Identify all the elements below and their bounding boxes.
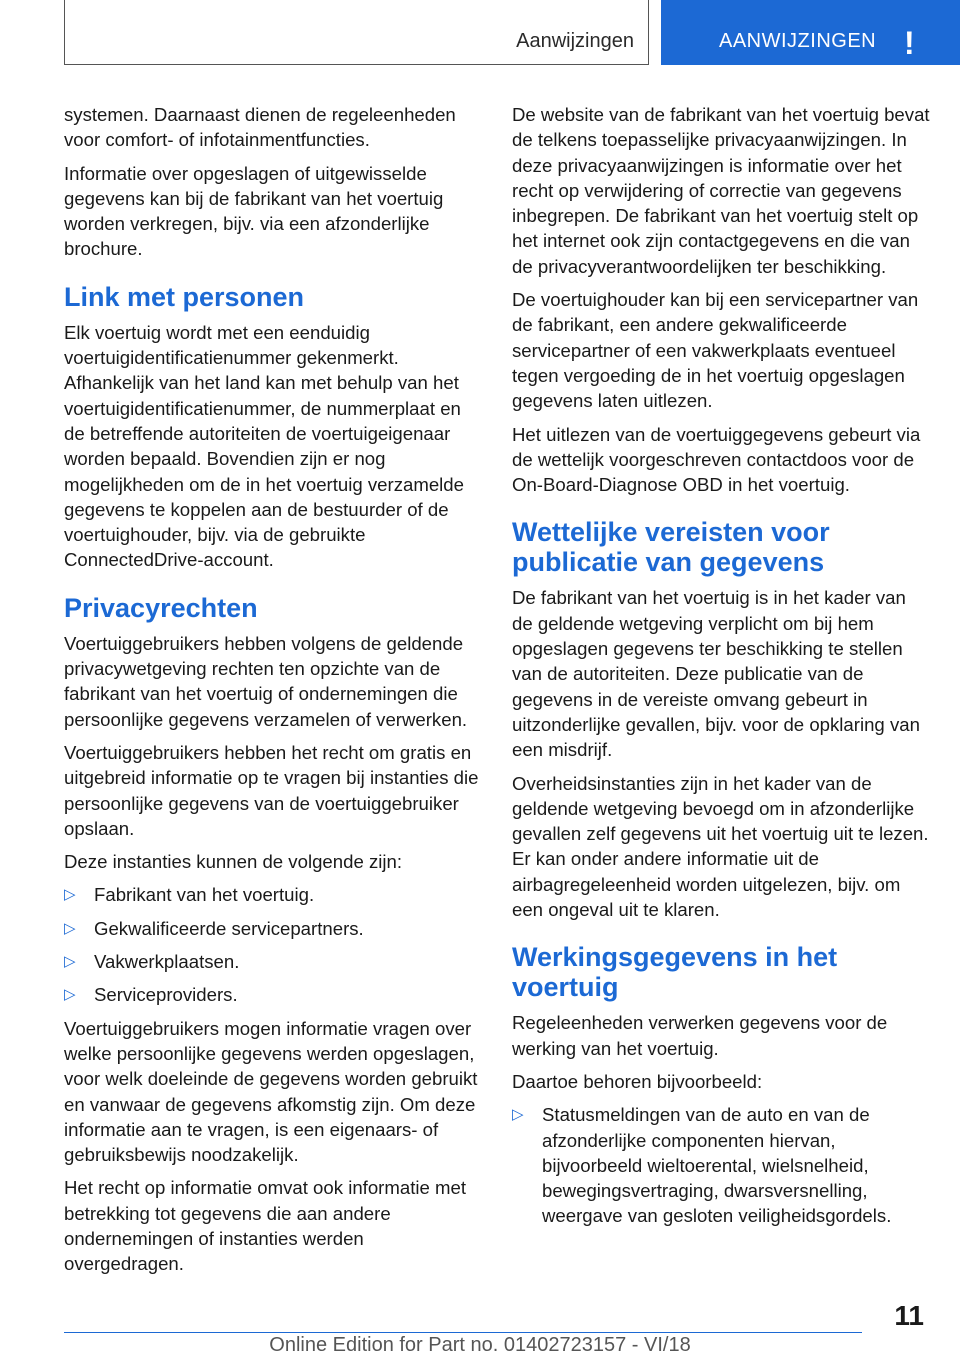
paragraph: Voertuiggebruikers mogen informatie vragen over welke persoonlijke gegevens werden opgeslagen, voor welk doeleinde de gegevens worden gebruikt en vanwaar de gegevens afkomstig zijn. Om deze informatie aan te vragen, is een eigenaars- of gebruiksbewijs noodzakelijk.: [64, 1017, 478, 1166]
bullet-triangle-icon: ▷: [64, 953, 76, 971]
right-column: [512, 102, 930, 1237]
bullet-triangle-icon: ▷: [64, 886, 76, 904]
paragraph: Deze instanties kunnen de volgende zijn:: [64, 851, 403, 873]
list-item: [64, 982, 482, 1007]
paragraph: Daartoe behoren bijvoorbeeld:: [512, 1070, 763, 1092]
paragraph: Informatie over opgeslagen of uitgewisselde gegevens kan bij de fabrikant van het voertuig worden verkregen, bijv. via een afzonderlijke brochure.: [64, 162, 444, 260]
list-item-text: Fabrikant van het voertuig.: [94, 884, 315, 906]
paragraph: De fabrikant van het voertuig is in het kader van de geldende wetgeving verplicht om bij hem opgeslagen gegevens ter beschikking te stellen van de autoriteiten. Deze publicatie van de gegevens in de vereiste omvang gebeurt in uitzonderlijke gevallen, bijv. voor de opklaring van een misdrijf.: [512, 587, 920, 761]
list-item: [512, 1102, 930, 1228]
list-item-text: Gekwalificeerde servicepartners.: [94, 917, 364, 939]
footer-edition: Online Edition for Part no. 01402723157 - VI/18: [269, 1334, 691, 1356]
paragraph: Het uitlezen van de voertuiggegevens gebeurt via de wettelijk voorgeschreven contactdoos voor de On-Board-Diagnose OBD in het voertuig.: [512, 423, 921, 496]
bullet-triangle-icon: ▷: [64, 919, 76, 937]
section-heading-privacyrechten: Privacyrechten: [64, 592, 258, 623]
paragraph: De website van de fabrikant van het voertuig bevat de telkens toepasselijke privacyaanwijzingen. In deze privacyaanwijzingen is informatie over het recht op verwijdering of correctie van gegevens inbegrepen. De fabrikant van het voertuig stelt op het internet ook zijn contactgegevens en die van de privacyverantwoordelijken ter beschikking.: [512, 104, 930, 277]
header-chapter-label: AANWIJZINGEN: [719, 30, 877, 52]
header-section-label: Aanwijzingen: [516, 30, 634, 52]
bullet-triangle-icon: ▷: [512, 1106, 524, 1124]
paragraph: Het recht op informatie omvat ook informatie met betrekking tot gegevens die aan andere ondernemingen of instanties werden overgedragen.: [64, 1177, 466, 1275]
list-item-text: Serviceproviders.: [94, 984, 238, 1006]
left-column: [64, 102, 482, 1285]
header-section-box: [64, 0, 649, 65]
list-item: [64, 949, 482, 974]
section-heading-werkingsgegevens: Werkingsgegevens in het voertuig: [512, 942, 838, 1003]
paragraph: Voertuiggebruikers hebben volgens de geldende privacywetgeving rechten ten opzichte van de fabrikant van het voertuig of ondernemingen die persoonlijke gegevens verzamelen of verwerken.: [64, 632, 468, 730]
list-item: [64, 882, 482, 907]
paragraph: De voertuighouder kan bij een servicepartner van de fabrikant, een andere gekwalificeerde servicepartner of een vakwerkplaats eventueel tegen vergoeding de in het voertuig opgeslagen gegevens laten uitlezen.: [512, 289, 919, 412]
list-item-text: Statusmeldingen van de auto en van de afzonderlijke componenten hiervan, bijvoorbeeld wieltoerental, wielsnelheid, bewegingsvertraging, dwarsversnelling, weergave van gesloten veiligheidsgordels.: [542, 1104, 892, 1227]
exclamation-icon: !: [904, 25, 915, 61]
paragraph: Elk voertuig wordt met een eenduidig voertuigidentificatienummer gekenmerkt. Afhankelijk van het land kan met behulp van het voertuigidentificatienummer, de nummerplaat en de betreffende autoriteiten de voertuigeigenaar worden bepaald. Bovendien zijn er nog mogelijkheden om de in het voertuig verzamelde gegevens te koppelen aan de bestuurder of de voertuighouder, bijv. via de gebruikte ConnectedDrive-account.: [64, 321, 464, 571]
paragraph: systemen. Daarnaast dienen de regeleenheden voor comfort- of infotainmentfuncties.: [64, 104, 456, 151]
section-heading-link-met-personen: Link met personen: [64, 281, 305, 312]
list-item-text: Vakwerkplaatsen.: [94, 951, 240, 973]
header-chapter-box: [661, 0, 960, 65]
paragraph: Regeleenheden verwerken gegevens voor de werking van het voertuig.: [512, 1012, 888, 1059]
footer-divider: [64, 1332, 862, 1333]
list-item: [64, 916, 482, 941]
bullet-triangle-icon: ▷: [64, 986, 76, 1004]
paragraph: Voertuiggebruikers hebben het recht om gratis en uitgebreid informatie op te vragen bij instanties die persoonlijke gegevens van de voertuiggebruiker opslaan.: [64, 741, 479, 839]
section-heading-wettelijke-vereisten: Wettelijke vereisten voor publicatie van gegevens: [512, 517, 830, 578]
paragraph: Overheidsinstanties zijn in het kader van de geldende wetgeving bevoegd om in afzonderlijke gevallen zelf gegevens uit het voertuig uit te lezen. Er kan onder andere informatie uit de airbagregeleenheid worden uitgelezen, bijv. om een ongeval uit te klaren.: [512, 772, 929, 921]
page-number: 11: [894, 1300, 924, 1331]
